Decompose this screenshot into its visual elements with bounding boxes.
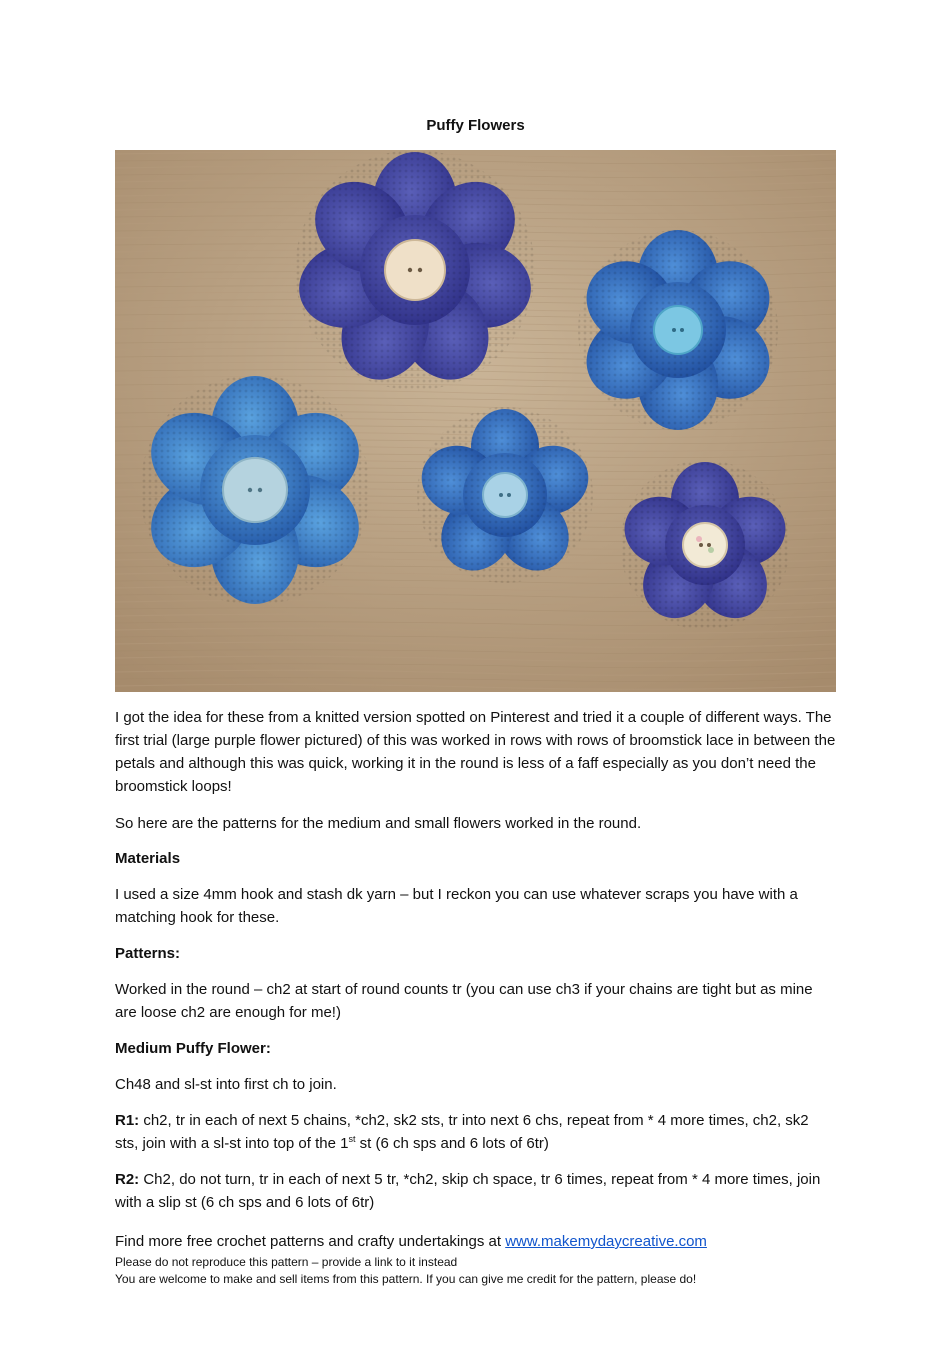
patterns-text: Worked in the round – ch2 at start of round counts tr (you can use ch3 if your chains are tight but as mine are loose ch2 are enough for me!): [115, 981, 813, 1021]
materials-text: I used a size 4mm hook and stash dk yarn – but I reckon you can use whatever scraps you have with a matching hook for these.: [115, 886, 798, 926]
footer-note-sell: You are welcome to make and sell items from this pattern. If you can give me credit for the pattern, please do!: [115, 1272, 697, 1286]
intro-paragraph: I got the idea for these from a knitted version spotted on Pinterest and tried it a couple of different ways. The first trial (large purple flower pictured) of this was worked in rows with rows of broomstick lace in between the petals and although this was quick, working it in the round is less of a faff especially as you don’t need the broomstick loops!: [115, 709, 836, 795]
ch48-instruction: Ch48 and sl-st into first ch to join.: [115, 1076, 337, 1093]
round-1-superscript: st: [348, 1134, 356, 1144]
round-2-text: Ch2, do not turn, tr in each of next 5 tr, *ch2, skip ch space, tr 6 times, repeat from * 4 more times, join with a slip st (6 ch sps and 6 lots of 6tr): [115, 1171, 821, 1211]
patterns-intro: So here are the patterns for the medium and small flowers worked in the round.: [115, 815, 642, 832]
round-2-instruction: [115, 1168, 836, 1214]
footer-find-more: [115, 1230, 836, 1253]
footer-find-text: Find more free crochet patterns and crafty undertakings at: [115, 1233, 506, 1250]
round-1-text-b: st (6 ch sps and 6 lots of 6tr): [355, 1135, 549, 1152]
footer-note-reproduce: Please do not reproduce this pattern – provide a link to it instead: [115, 1255, 458, 1269]
page-title: Puffy Flowers: [426, 117, 525, 134]
flowers-photo: [115, 150, 836, 692]
round-2-label: R2:: [115, 1171, 140, 1188]
patterns-heading: Patterns:: [115, 945, 181, 962]
round-1-instruction: [115, 1109, 836, 1155]
round-1-label: R1:: [115, 1112, 140, 1129]
round-1-text-a: ch2, tr in each of next 5 chains, *ch2, sk2 sts, tr into next 6 chs, repeat from * 4 more times, ch2, sk2 sts, join with a sl-st into top of the 1: [115, 1112, 809, 1152]
website-link[interactable]: www.makemydaycreative.com: [505, 1233, 707, 1250]
medium-flower-heading: Medium Puffy Flower:: [115, 1040, 271, 1057]
materials-heading: Materials: [115, 850, 181, 867]
